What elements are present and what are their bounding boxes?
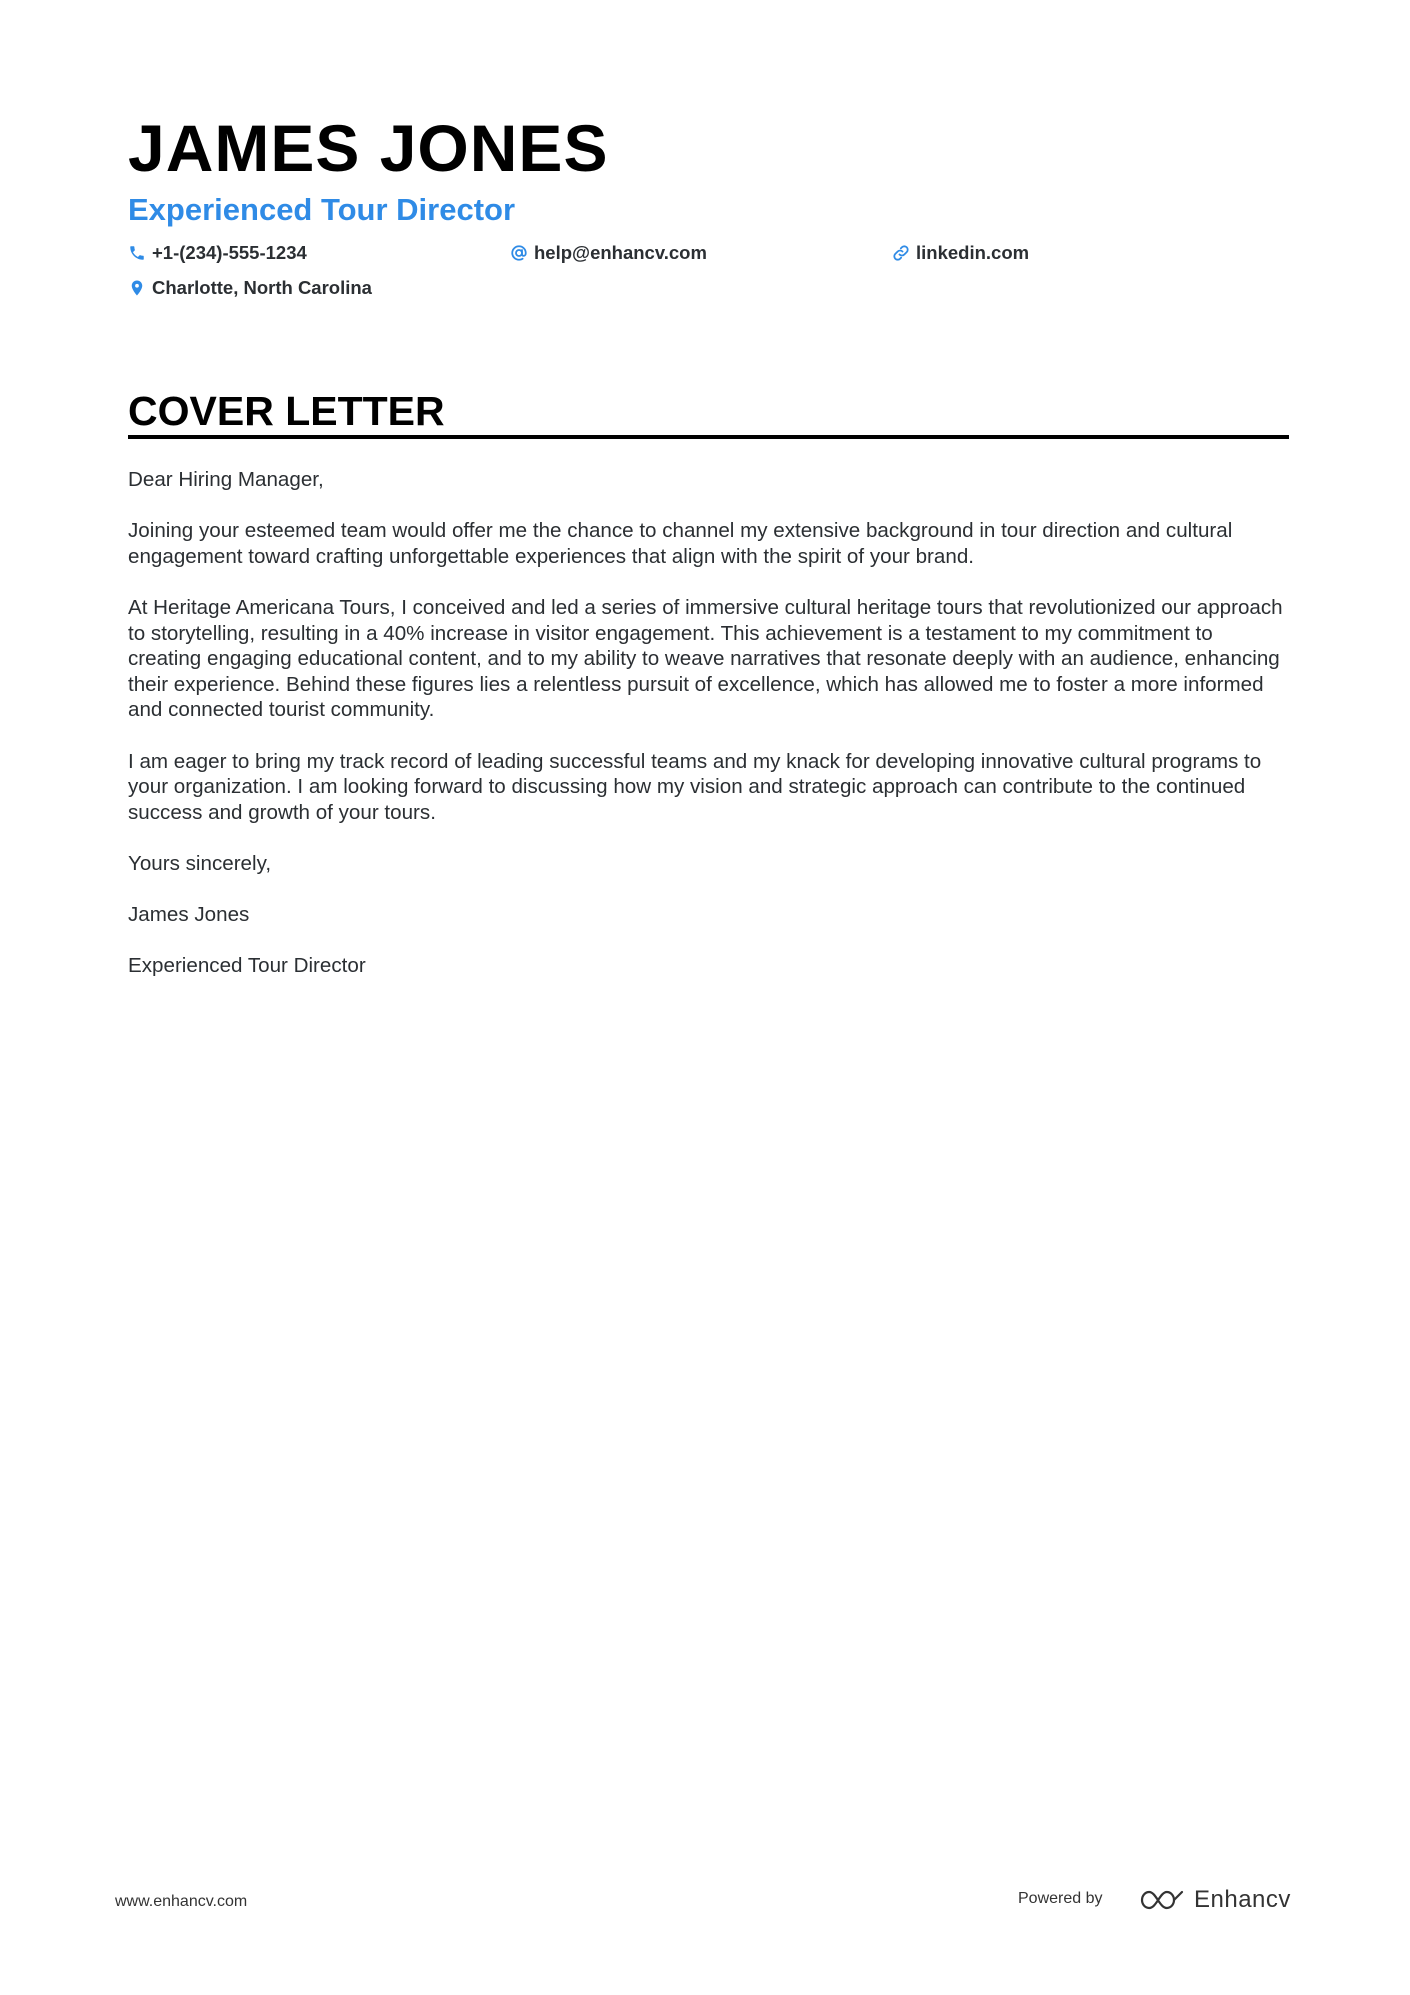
contact-email [510, 239, 707, 267]
footer-url[interactable]: www.enhancv.com [115, 1893, 248, 1910]
letter-paragraph: At Heritage Americana Tours, I conceived and led a series of immersive cultural heritage tours that revolutionized our approach to storytelling, resulting in a 40% increase in visitor engagement. This achievement is a testament to my commitment to creating engaging educational content, and to my ability to weave narratives that resonate deeply with an audience, enhancing their experience. Behind these figures lies a relentless pursuit of excellence, which has allowed me to foster a more informed and connected tourist community. [128, 595, 1283, 722]
letter-salutation: Dear Hiring Manager, [128, 468, 324, 491]
contact-website-text: linkedin.com [916, 242, 1030, 263]
candidate-name: JAMES JONES [128, 111, 609, 185]
phone-icon [128, 244, 146, 262]
section-title: COVER LETTER [128, 388, 445, 434]
signature-title: Experienced Tour Director [128, 954, 366, 978]
contact-location-text: Charlotte, North Carolina [152, 277, 372, 298]
letter-closing: Yours sincerely, [128, 851, 272, 875]
contact-website [892, 239, 1029, 267]
enhancv-logo-icon [1138, 1886, 1186, 1914]
contact-phone-text: +1-(234)-555-1234 [152, 242, 307, 263]
link-icon [892, 244, 910, 262]
at-icon [510, 244, 528, 262]
letter-paragraph: Joining your esteemed team would offer me the chance to channel my extensive background in tour direction and cultural engagement toward crafting unforgettable experiences that align with the spirit of your brand. [128, 519, 1233, 568]
contact-phone [128, 239, 307, 267]
candidate-headline: Experienced Tour Director [128, 192, 516, 227]
contact-location [128, 274, 372, 302]
brand-name: Enhancv [1194, 1886, 1291, 1913]
brand-logo [1138, 1880, 1291, 1920]
signature-name: James Jones [128, 903, 250, 927]
powered-by-label: Powered by [1018, 1890, 1103, 1907]
letter-paragraph: I am eager to bring my track record of leading successful teams and my knack for developing innovative cultural programs to your organization. I am looking forward to discussing how my vision and strategic approach can contribute to the continued success and growth of your tours. [128, 749, 1262, 824]
letter-body [128, 467, 1289, 1004]
map-pin-icon [128, 279, 146, 297]
section-divider [128, 435, 1289, 439]
contact-email-text: help@enhancv.com [534, 242, 707, 263]
